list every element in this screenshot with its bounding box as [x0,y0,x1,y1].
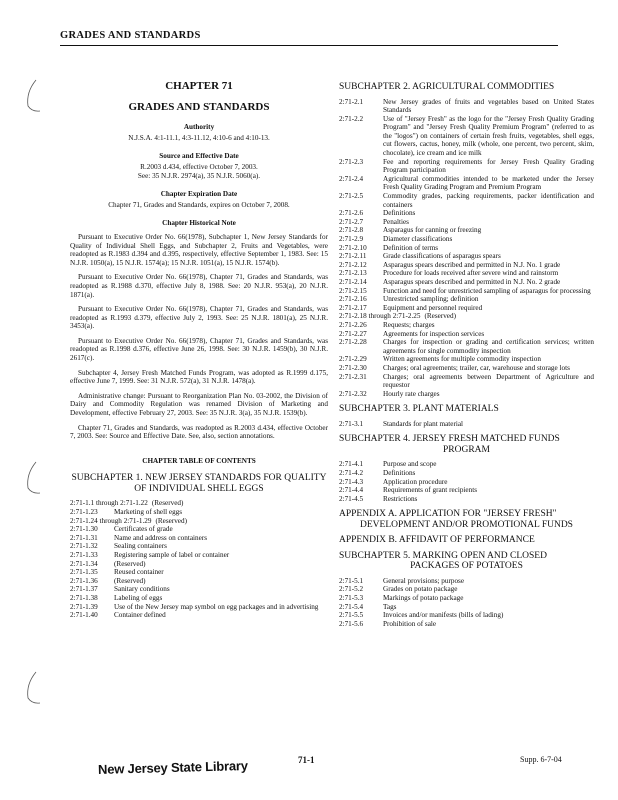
section-number: 2:71-2.5 [339,192,364,201]
section-number: 2:71-2.12 [339,260,367,269]
section-title: Marketing of shell eggs [114,508,183,516]
toc-entry [339,355,594,364]
toc-entry [339,460,594,469]
history-paragraph: Pursuant to Executive Order No. 66(1978), Chapter 71, Grades and Standards, was readopted as R.1988 d.370, effective July 8, 1988. See: 20 N.J.R. 953(a), 20 N.J.R. 1871(a). [70,273,328,299]
section-number: 2:71-2.9 [339,235,364,243]
section-title: Fee and reporting requirements for Jersey Fresh Quality Grading Program participation [383,157,594,175]
section-number: 2:71-1.30 [70,525,98,534]
section-title: Labeling of eggs [114,593,163,602]
toc-entry [339,261,594,270]
section-title: Definitions [383,209,416,218]
history-paragraph: Subchapter 4, Jersey Fresh Matched Funds Program, was adopted as R.1999 d.175, effective June 7, 1999. See: 31 N.J.R. 572(a), 31 N.J.R. 1478(a). [70,368,328,386]
section-number: 2:71-2.3 [339,157,364,166]
section-number: 2:71-2.4 [339,174,364,183]
toc-entry [70,525,328,534]
toc-entry [339,295,594,304]
section-number: 2:71-1.39 [70,602,98,611]
section-number: 2:71-2.13 [339,269,367,278]
section-title: Definitions [383,468,416,477]
left-column [70,82,328,620]
toc-entry [339,321,594,330]
toc-entry [339,287,594,296]
toc-entry [339,175,594,192]
toc-entry [70,585,328,594]
chapter-number: CHAPTER 71 [165,80,233,92]
section-number: 2:71-1.40 [70,611,98,620]
toc-entry [339,98,594,115]
section-number: 2:71-5.3 [339,594,364,603]
section-title: General provisions; purpose [383,576,465,585]
section-title: Charges; oral agreements; trailer, car, warehouse and storage lots [383,363,570,372]
section-number: 2:71-1.32 [70,542,98,551]
toc-entry [339,269,594,278]
section-number: 2:71-4.2 [339,468,364,477]
subchapter-5-heading [339,551,594,572]
source-heading: Source and Effective Date [159,152,239,161]
section-number: 2:71-1.34 [70,559,98,568]
section-title: Charges for inspection or grading and certification services; written agreements for single commodity inspection [383,338,594,355]
section-title: Agreements for inspection services [383,329,485,338]
section-number: 2:71-2.27 [339,329,367,338]
source-citation: See: 35 N.J.R. 2974(a), 35 N.J.R. 5060(a). [137,171,261,180]
section-title: Prohibition of sale [383,619,437,628]
section-title: Procedure for loads received after severe wind and rainstorm [383,269,559,278]
toc-entry [339,209,594,218]
section-number: 2:71-5.5 [339,611,364,620]
binding-mark [22,78,44,114]
section-title: Name and address on containers [114,533,208,542]
section-title: Requests; charges [383,320,435,329]
toc-entry [70,534,328,543]
toc-entry [339,594,594,603]
appendix-a-heading [339,509,594,530]
running-head: GRADES AND STANDARDS [60,30,201,41]
section-title: Invoices and/or manifests (bills of lading) [383,611,504,620]
section-title: Standards for plant material [383,419,464,428]
appendix-b-heading: APPENDIX B. AFFIDAVIT OF PERFORMANCE [339,535,535,546]
toc-entry [70,568,328,577]
section-number: 2:71-2.17 [339,303,367,312]
toc-entry [339,244,594,253]
binding-mark [22,460,44,496]
section-title: (Reserved) [151,499,184,508]
expiration-text: Chapter 71, Grades and Standards, expires on October 7, 2008. [108,200,290,209]
section-title: (Reserved) [114,559,146,568]
section-title: Use of "Jersey Fresh" as the logo for the "Jersey Fresh Quality Grading Program" and "Jersey Fresh Quality Premium Program" (referred to as the "logos") on containers of certain fresh fruits, vegetables, shell eggs, cut flowers, cactus, honey, milk (whole, one percent, two percent, skim, chocolate), ice cream and ice milk [383,114,594,158]
toc-entry [339,469,594,478]
toc-entry [70,517,328,526]
subchapter-1-sections [70,499,328,619]
section-title: Container defined [114,611,166,620]
subchapter-1-heading: SUBCHAPTER 1. NEW JERSEY STANDARDS FOR QUALITY OF INDIVIDUAL SHELL EGGS [71,473,327,494]
section-title: New Jersey grades of fruits and vegetables based on United States Standards [383,97,594,115]
section-title: Function and need for unrestricted sampling of asparagus for processing [383,286,591,295]
subchapter-2-sections [339,98,594,399]
section-number: 2:71-2.26 [339,320,367,329]
section-title: Sanitary conditions [114,585,170,594]
section-title: Asparagus spears described and permitted in N.J. No. 2 grade [383,277,561,286]
page-number: 71-1 [298,755,315,765]
section-title: (Reserved) [424,312,456,321]
section-title: Registering sample of label or container [114,550,230,559]
section-number: 2:71-2.16 [339,295,367,304]
section-title: Commodity grades, packing requirements, packer identification and containers [383,192,594,209]
section-number: 2:71-2.2 [339,114,364,123]
section-title: Use of the New Jersey map symbol on egg packages and in advertising [114,602,319,611]
authority-text: N.J.S.A. 4:1-11.1, 4:3-11.12, 4:10-6 and 4:10-13. [128,133,270,142]
section-number: 2:71-2.28 [339,338,367,347]
toc-entry [339,420,594,429]
toc-entry [339,312,594,321]
toc-entry [339,364,594,373]
section-title: Hourly rate charges [383,389,440,398]
toc-entry [339,278,594,287]
section-number: 2:71-2.32 [339,389,367,398]
section-title: Grades on potato package [383,585,458,594]
section-number: 2:71-2.14 [339,277,367,286]
section-number: 2:71-1.36 [70,576,98,585]
section-title: Grade classifications of asparagus spears [383,252,501,261]
section-number: 2:71-1.33 [70,550,98,559]
section-title: Requirements of grant recipients [383,486,478,495]
appendix-a-title: APPENDIX A. APPLICATION FOR "JERSEY FRESH" [339,509,557,520]
section-title: (Reserved) [114,576,146,585]
section-number: 2:71-1.37 [70,585,98,594]
section-number: 2:71-2.8 [339,226,364,235]
toc-heading: CHAPTER TABLE OF CONTENTS [142,456,256,465]
section-number: 2:71-5.4 [339,602,364,611]
binding-mark [22,670,44,706]
section-number: 2:71-1.23 [70,508,98,516]
section-number: 2:71-2.31 [339,372,367,381]
section-number: 2:71-4.3 [339,477,364,486]
toc-entry [70,542,328,551]
history-paragraph: Chapter 71, Grades and Standards, was readopted as R.2003 d.434, effective October 7, 2003. See: Source and Effective Date. See, also, section annotations. [70,423,328,441]
section-number: 2:71-5.6 [339,619,364,628]
expiration-heading: Chapter Expiration Date [160,190,238,199]
section-title: Unrestricted sampling; definition [383,295,479,304]
section-number: 2:71-2.10 [339,243,367,252]
toc-entry [339,158,594,175]
toc-entry [339,304,594,313]
chapter-title: GRADES AND STANDARDS [128,100,270,113]
history-paragraph: Administrative change: Pursuant to Reorganization Plan No. 03-2002, the Division of Dairy and Commodity Regulation was renamed Division of Marketing and Development, effective February 27, 2003. See: 35 N.J.R. 3(a), 35 N.J.R. 1539(b). [70,391,328,418]
toc-entry [339,585,594,594]
subchapter-4-title-cont: PROGRAM [443,444,490,455]
section-title: Reused container [114,568,164,577]
section-title: Charges; oral agreements between Department of Agriculture and requestor [383,372,594,390]
supplement-date: Supp. 6-7-04 [520,755,562,764]
section-title: Diameter classifications [383,235,453,243]
right-column [339,82,594,628]
section-number: 2:71-2.6 [339,209,364,218]
section-number: 2:71-2.18 through 2:71-2.25 [339,312,421,321]
section-title: Asparagus spears described and permitted in N.J. No. 1 grade [383,260,561,269]
section-title: Sealing containers [114,542,167,551]
section-number: 2:71-4.5 [339,494,364,503]
toc-entry [339,495,594,504]
section-number: 2:71-1.35 [70,568,98,577]
toc-entry [70,611,328,620]
section-title: Agricultural commodities intended to be marketed under the Jersey Fresh Quality Grading Program and Premium Program [383,174,594,192]
toc-entry [339,235,594,244]
section-number: 2:71-1.38 [70,593,98,602]
history-paragraph: Pursuant to Executive Order No. 66(1978), Chapter 71, Grades and Standards, was readopted as R.1998 d.376, effective June 26, 1998. See: 30 N.J.R. 1459(b), 30 N.J.R. 2617(c). [70,336,328,363]
toc-entry [339,611,594,620]
section-title: Application procedure [383,477,448,486]
section-number: 2:71-5.1 [339,576,364,585]
toc-entry [70,603,328,612]
toc-entry [339,252,594,261]
subchapter-2-heading: SUBCHAPTER 2. AGRICULTURAL COMMODITIES [339,82,555,92]
section-number: 2:71-1.24 through 2:71-1.29 [70,516,152,525]
toc-entry [339,115,594,158]
section-title: Purpose and scope [383,460,437,469]
subchapter-5-title-cont: PACKAGES OF POTATOES [410,561,523,572]
toc-entry [339,577,594,586]
section-number: 2:71-2.11 [339,252,367,261]
toc-entry [339,486,594,495]
section-number: 2:71-2.15 [339,286,367,295]
section-title: (Reserved) [155,516,187,525]
toc-entry [339,603,594,612]
subchapter-5-title: SUBCHAPTER 5. MARKING OPEN AND CLOSED [339,550,547,561]
section-title: Asparagus for canning or freezing [383,226,482,235]
toc-entry [339,478,594,487]
subchapter-4-sections [339,460,594,503]
library-stamp: New Jersey State Library [97,758,249,777]
section-number: 2:71-1.1 through 2:71-1.22 [70,499,148,508]
section-title: Equipment and personnel required [383,303,483,312]
section-title: Markings of potato package [383,594,464,603]
toc-entry [339,390,594,399]
toc-entry [70,551,328,560]
source-text: R.2003 d.434, effective October 7, 2003. [140,162,258,171]
section-number: 2:71-3.1 [339,419,364,428]
authority-heading: Authority [183,123,215,132]
history-paragraph: Pursuant to Executive Order No. 66(1978), Chapter 71, Grades and Standards, was readopted as R.1993 d.379, effective July 2, 1993. See: 25 N.J.R. 1801(a), 25 N.J.R. 3453(a). [70,305,328,331]
section-number: 2:71-2.30 [339,363,367,372]
subchapter-4-title: SUBCHAPTER 4. JERSEY FRESH MATCHED FUNDS [339,434,560,445]
section-number: 2:71-4.1 [339,460,364,469]
section-title: Restrictions [383,494,418,503]
toc-entry [339,218,594,227]
section-number: 2:71-2.29 [339,355,367,364]
toc-entry [70,577,328,586]
section-title: Tags [383,602,397,611]
section-number: 2:71-1.31 [70,533,98,542]
section-number: 2:71-5.2 [339,585,364,594]
toc-entry [339,338,594,355]
toc-entry [339,373,594,390]
section-title: Written agreements for multiple commodity inspection [383,355,541,364]
toc-entry [339,620,594,629]
toc-entry [70,508,328,517]
toc-entry [70,499,328,508]
subchapter-3-sections [339,420,594,429]
section-number: 2:71-4.4 [339,486,364,495]
subchapter-3-heading: SUBCHAPTER 3. PLANT MATERIALS [339,404,499,415]
history-paragraph: Pursuant to Executive Order No. 66(1978), Subchapter 1, New Jersey Standards for Quality of Individual Shell Eggs, and Subchapter 2, Fruits and Vegetables, were readopted as R.1983 d.394 and d.395, respectively, effective September 1, 1983. See: 15 N.J.R. 1050(a), 15 N.J.R. 1574(a); 15 N.J.R. 1051(a), 15 N.J.R. 1574(b). [70,232,328,267]
appendix-a-title-cont: DEVELOPMENT AND/OR PROMOTIONAL FUNDS [360,519,573,530]
toc-entry [70,594,328,603]
toc-entry [339,330,594,339]
subchapter-4-heading [339,434,594,455]
toc-entry [70,560,328,569]
toc-entry [339,192,594,209]
section-title: Certificates of grade [114,525,173,534]
history-heading: Chapter Historical Note [162,219,236,228]
header-rule [60,45,558,46]
section-title: Definition of terms [383,243,439,252]
section-title: Penalties [383,217,409,226]
toc-entry [339,226,594,235]
subchapter-5-sections [339,577,594,629]
section-number: 2:71-2.7 [339,217,364,226]
section-number: 2:71-2.1 [339,97,364,106]
